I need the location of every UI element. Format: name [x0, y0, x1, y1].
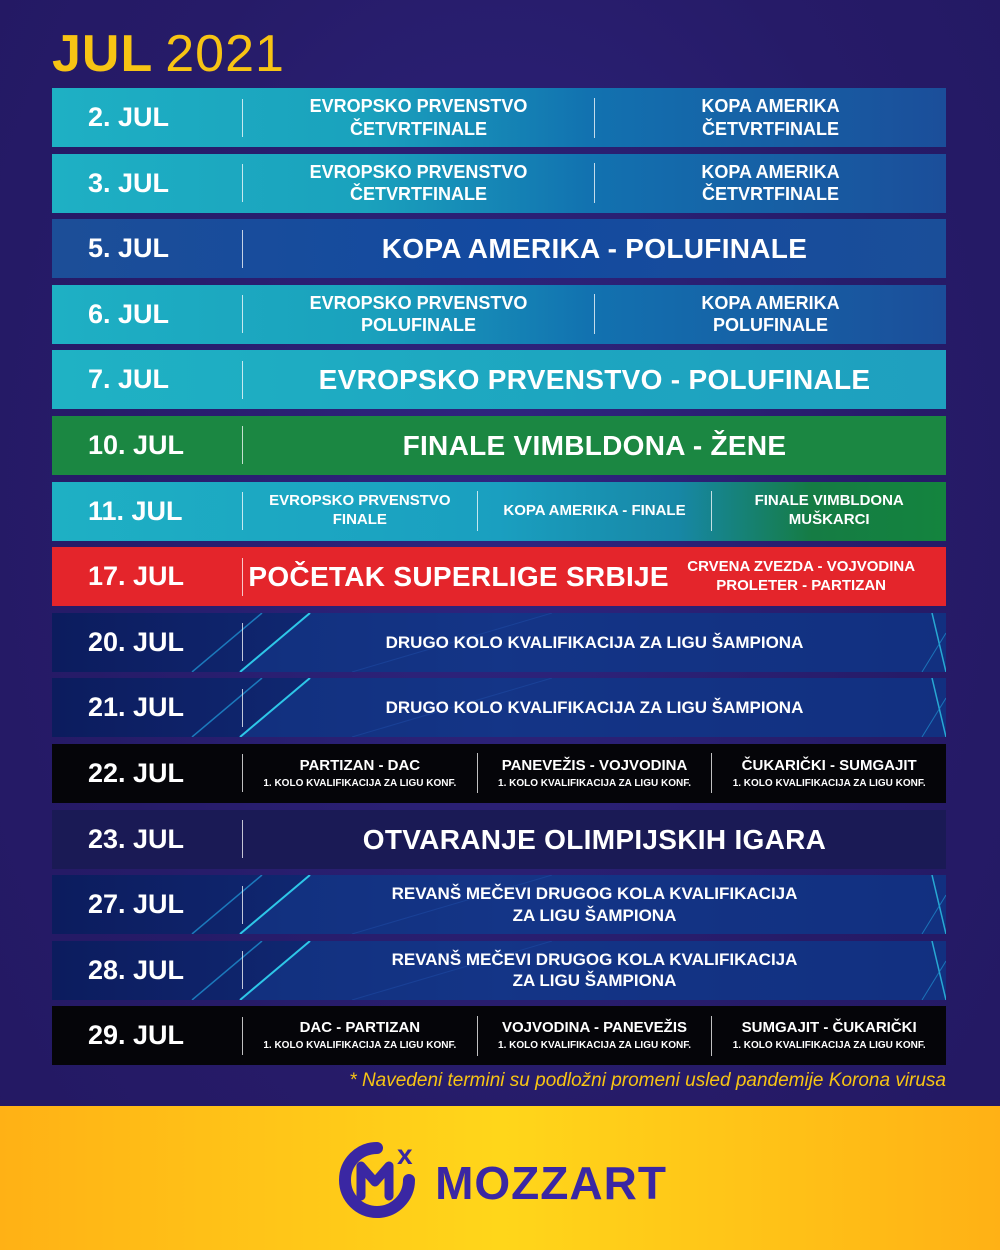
disclaimer-note: * Navedeni termini su podložni promeni usled pandemije Korona virusa: [349, 1070, 946, 1091]
schedule-row: [52, 678, 946, 737]
event-main: DRUGO KOLO KVALIFIKACIJA ZA LIGU ŠAMPIONA: [385, 698, 804, 718]
schedule-row: [52, 416, 946, 475]
event-main: OTVARANJE OLIMPIJSKIH IGARA: [362, 823, 827, 855]
match-cell: [477, 753, 712, 793]
mozzart-logo: [333, 1138, 667, 1218]
match-round: 1. KOLO KVALIFIKACIJA ZA LIGU KONF.: [498, 777, 691, 789]
match-cell: [711, 753, 946, 793]
event-cell: [674, 547, 946, 606]
row-content: [243, 875, 946, 934]
footer-banner: [0, 1106, 1000, 1250]
event-line: CRVENA ZVEZDA - VOJVODINA: [687, 557, 916, 575]
row-content: [243, 482, 946, 541]
schedule-row: [52, 547, 946, 606]
event-line: ČETVRTFINALE: [702, 118, 839, 139]
schedule-row: [52, 285, 946, 344]
event-cell: [477, 491, 712, 531]
schedule-list: [52, 88, 946, 1072]
mozzart-m-icon: [333, 1138, 425, 1218]
row-date: 17. JUL: [88, 561, 185, 592]
event-line: ZA LIGU ŠAMPIONA: [512, 971, 677, 991]
event-main: KOPA AMERIKA - POLUFINALE: [381, 233, 808, 265]
match-cell: [243, 1006, 477, 1065]
row-content: [243, 678, 946, 737]
logo-accent: x: [397, 1139, 413, 1170]
match-cell: [477, 1016, 712, 1056]
row-content: [243, 1006, 946, 1065]
row-content: [243, 154, 946, 213]
row-date: 23. JUL: [88, 823, 185, 854]
event-cell: [594, 163, 946, 203]
row-date: 10. JUL: [88, 429, 185, 460]
event-line: EVROPSKO PRVENSTVO: [309, 161, 528, 182]
row-content: [243, 941, 946, 1000]
row-date: 29. JUL: [88, 1020, 185, 1051]
event-line: KOPA AMERIKA - FINALE: [503, 501, 686, 519]
match-round: 1. KOLO KVALIFIKACIJA ZA LIGU KONF.: [732, 777, 926, 789]
schedule-row: [52, 219, 946, 278]
event-cell: [243, 482, 477, 541]
event-cell: [594, 294, 946, 334]
event-line: ČETVRTFINALE: [350, 184, 487, 205]
schedule-row: [52, 88, 946, 147]
event-cell: [243, 154, 594, 213]
match-round: 1. KOLO KVALIFIKACIJA ZA LIGU KONF.: [263, 1039, 457, 1051]
event-main: EVROPSKO PRVENSTVO - POLUFINALE: [318, 364, 871, 396]
event-line: POLUFINALE: [361, 315, 476, 336]
row-date: 2. JUL: [88, 102, 170, 132]
match-teams: ČUKARIČKI - SUMGAJIT: [741, 756, 917, 774]
schedule-row: [52, 350, 946, 409]
event-line: KOPA AMERIKA: [701, 292, 840, 313]
row-content: [243, 350, 946, 409]
event-line: ČETVRTFINALE: [350, 118, 487, 139]
event-line: REVANŠ MEČEVI DRUGOG KOLA KVALIFIKACIJA: [391, 949, 798, 969]
title-year: 2021: [165, 25, 285, 83]
match-round: 1. KOLO KVALIFIKACIJA ZA LIGU KONF.: [732, 1039, 926, 1051]
event-cell: [243, 941, 946, 1000]
row-content: [243, 285, 946, 344]
row-date: 22. JUL: [88, 757, 185, 788]
event-cell: [594, 98, 946, 138]
match-teams: PARTIZAN - DAC: [299, 756, 421, 774]
match-teams: VOJVODINA - PANEVEŽIS: [501, 1019, 688, 1037]
match-teams: DAC - PARTIZAN: [299, 1019, 421, 1037]
row-date: 21. JUL: [88, 692, 185, 723]
schedule-row: [52, 810, 946, 869]
event-line: FINALE: [332, 511, 387, 529]
title-month: JUL: [52, 25, 154, 83]
match-cell: [711, 1016, 946, 1056]
event-line: EVROPSKO PRVENSTVO: [269, 492, 451, 510]
row-date: 28. JUL: [88, 954, 185, 985]
schedule-row: [52, 941, 946, 1000]
match-round: 1. KOLO KVALIFIKACIJA ZA LIGU KONF.: [263, 777, 457, 789]
event-main: DRUGO KOLO KVALIFIKACIJA ZA LIGU ŠAMPIONA: [385, 632, 804, 652]
row-content: [243, 547, 946, 606]
event-line: POLUFINALE: [713, 315, 828, 336]
match-teams: PANEVEŽIS - VOJVODINA: [501, 756, 688, 774]
match-cell: [243, 744, 477, 803]
schedule-row: [52, 875, 946, 934]
event-line: EVROPSKO PRVENSTVO: [309, 96, 528, 116]
row-content: [243, 416, 946, 475]
row-date: 27. JUL: [88, 889, 185, 920]
brand-name: MOZZART: [435, 1157, 667, 1209]
match-teams: SUMGAJIT - ČUKARIČKI: [741, 1019, 917, 1037]
event-line: ZA LIGU ŠAMPIONA: [512, 905, 677, 925]
match-round: 1. KOLO KVALIFIKACIJA ZA LIGU KONF.: [498, 1039, 691, 1051]
row-content: [243, 810, 946, 869]
event-main: POČETAK SUPERLIGE SRBIJE: [248, 561, 669, 593]
schedule-row: [52, 744, 946, 803]
event-line: KOPA AMERIKA: [701, 161, 840, 182]
schedule-row: [52, 613, 946, 672]
event-line: KOPA AMERIKA: [701, 96, 840, 116]
event-line: REVANŠ MEČEVI DRUGOG KOLA KVALIFIKACIJA: [391, 884, 798, 904]
row-date: 7. JUL: [88, 364, 170, 395]
row-content: [243, 219, 946, 278]
event-cell: [711, 491, 946, 531]
row-date: 11. JUL: [88, 495, 183, 526]
schedule-row: [52, 1006, 946, 1065]
row-date: 6. JUL: [88, 298, 170, 329]
row-content: [243, 744, 946, 803]
page-title: [52, 26, 285, 82]
event-main: FINALE VIMBLDONA - ŽENE: [402, 429, 787, 461]
row-date: 3. JUL: [88, 167, 170, 198]
event-line: MUŠKARCI: [788, 511, 870, 529]
row-content: [243, 88, 946, 147]
event-line: ČETVRTFINALE: [702, 184, 839, 205]
event-cell: [243, 88, 594, 147]
row-date: 5. JUL: [88, 233, 170, 264]
event-cell: [243, 875, 946, 934]
event-cell: [243, 285, 594, 344]
row-content: [243, 613, 946, 672]
event-line: EVROPSKO PRVENSTVO: [309, 292, 528, 313]
event-line: FINALE VIMBLDONA: [754, 492, 904, 510]
event-line: PROLETER - PARTIZAN: [716, 576, 886, 594]
row-date: 20. JUL: [88, 626, 185, 657]
schedule-row: [52, 482, 946, 541]
schedule-row: [52, 154, 946, 213]
